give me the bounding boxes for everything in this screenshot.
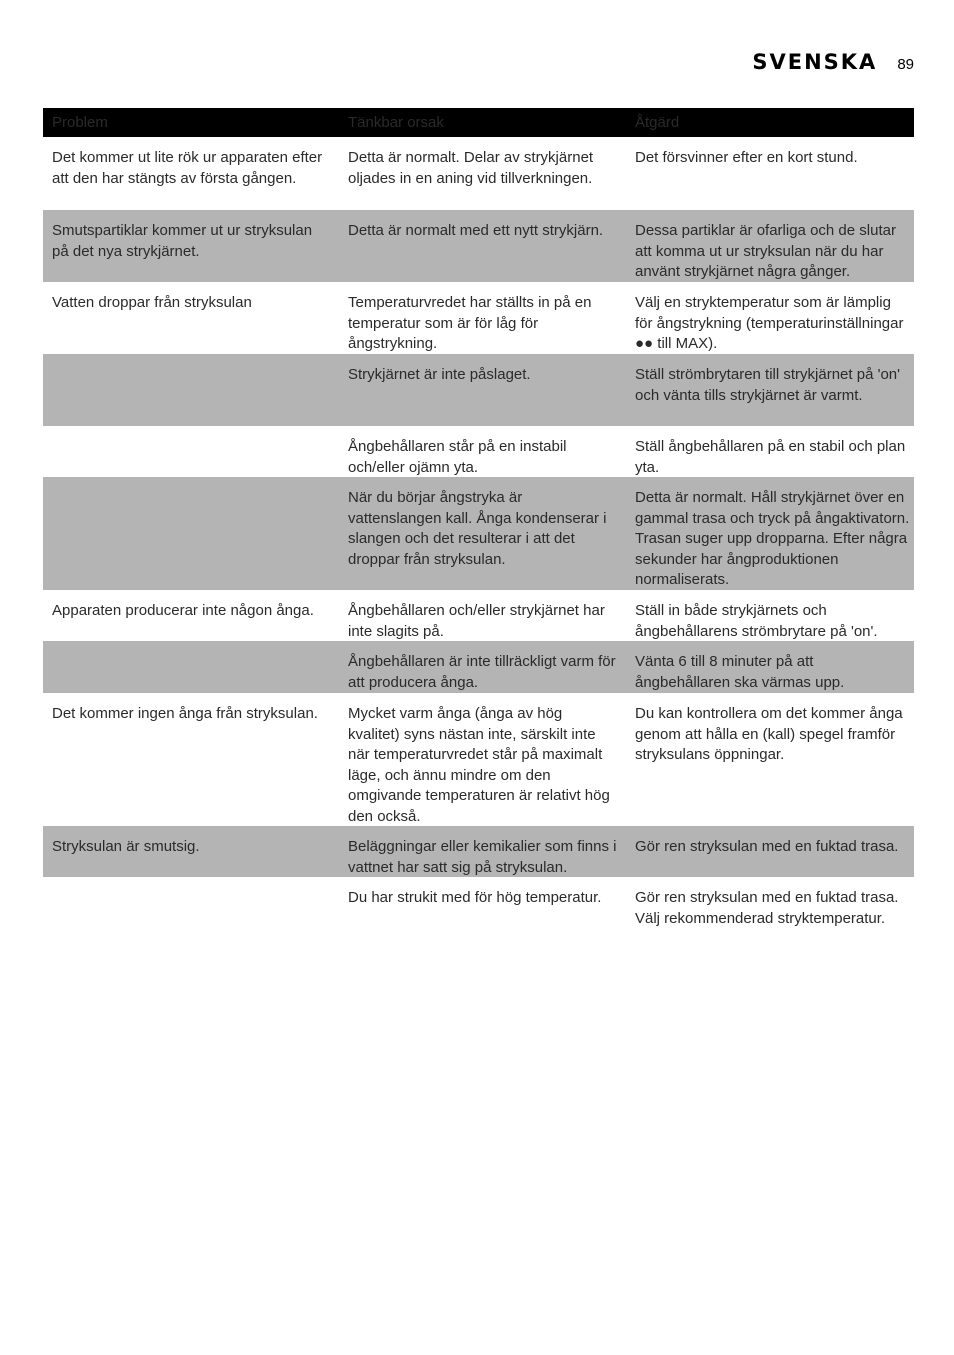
problem-cell: Vatten droppar från stryksulan	[52, 294, 252, 311]
solution-cell: Detta är normalt. Håll strykjärnet över en gammal trasa och tryck på ångaktivatorn. Trasan suger upp dropparna. Efter några sekunder har ångproduktionen normaliserats.	[635, 489, 910, 589]
problem-cell: Det kommer ingen ånga från stryksulan.	[52, 705, 318, 722]
language-label: SVENSKA	[752, 50, 878, 74]
table-row	[43, 354, 914, 426]
table-row	[43, 477, 914, 590]
problem-cell: Apparaten producerar inte någon ånga.	[52, 602, 314, 619]
solution-cell: Ställ ångbehållaren på en stabil och plan yta.	[635, 438, 906, 476]
table-row	[43, 426, 914, 477]
problem-cell: Smutspartiklar kommer ut ur stryksulan på det nya strykjärnet.	[52, 222, 313, 260]
troubleshooting-table	[43, 108, 914, 949]
cause-cell: Temperaturvredet har ställts in på en temperatur som är för låg för ångstrykning.	[348, 294, 592, 353]
solution-cell: Du kan kontrollera om det kommer ånga genom att hålla en (kall) spegel framför stryksulans öppningar.	[635, 705, 903, 764]
solution-cell: Dessa partiklar är ofarliga och de slutar att komma ut ur stryksulan när du har använt strykjärnet några gånger.	[635, 222, 896, 281]
solution-cell: Ställ in både strykjärnets och ångbehållarens strömbrytare på 'on'.	[635, 602, 878, 640]
solution-cell: Gör ren stryksulan med en fuktad trasa. Välj rekommenderad stryktemperatur.	[635, 889, 899, 927]
cause-cell: Ångbehållaren är inte tillräckligt varm för att producera ånga.	[348, 653, 616, 691]
solution-cell: Vänta 6 till 8 minuter på att ångbehållaren ska värmas upp.	[635, 653, 845, 691]
cause-cell: Mycket varm ånga (ånga av hög kvalitet) syns nästan inte, särskilt inte när temperaturvredet står på maximalt läge, och ännu mindre om den omgivande temperaturen är relativt hög den också.	[348, 705, 610, 825]
column-header-problem: Problem	[52, 114, 108, 131]
cause-cell: Ångbehållaren och/eller strykjärnet har inte slagits på.	[348, 602, 605, 640]
page-number: 89	[897, 56, 914, 73]
solution-cell: Det försvinner efter en kort stund.	[635, 149, 858, 166]
table-row	[43, 693, 914, 826]
cause-cell: Detta är normalt med ett nytt strykjärn.	[348, 222, 604, 239]
problem-cell	[43, 641, 339, 693]
cause-cell: Du har strukit med för hög temperatur.	[348, 889, 602, 906]
table-row	[43, 641, 914, 693]
table-header-row	[43, 108, 914, 137]
problem-cell	[43, 354, 339, 426]
table-row	[43, 282, 914, 354]
page-header	[752, 50, 914, 80]
solution-cell: Gör ren stryksulan med en fuktad trasa.	[635, 838, 899, 855]
cause-cell: Beläggningar eller kemikalier som finns i vattnet har satt sig på stryksulan.	[348, 838, 617, 876]
table-row	[43, 137, 914, 210]
table-row	[43, 210, 914, 282]
table-row	[43, 877, 914, 949]
table-row	[43, 826, 914, 877]
solution-cell: Ställ strömbrytaren till strykjärnet på 'on' och vänta tills strykjärnet är varmt.	[635, 366, 900, 404]
problem-cell	[43, 877, 339, 949]
cause-cell: Strykjärnet är inte påslaget.	[348, 366, 531, 383]
problem-cell	[43, 477, 339, 590]
solution-cell: Välj en stryktemperatur som är lämplig för ångstrykning (temperaturinställningar ●● till MAX).	[635, 294, 904, 353]
cause-cell: Ångbehållaren står på en instabil och/eller ojämn yta.	[348, 438, 567, 476]
cause-cell: När du börjar ångstryka är vattenslangen kall. Ånga kondenserar i slangen och det resulterar i att det droppar från stryksulan.	[348, 489, 607, 568]
column-header-cause: Tänkbar orsak	[348, 114, 444, 131]
cause-cell: Detta är normalt. Delar av strykjärnet oljades in en aning vid tillverkningen.	[348, 149, 594, 187]
column-header-solution: Åtgärd	[635, 114, 680, 131]
table-row	[43, 590, 914, 641]
problem-cell	[43, 426, 339, 477]
problem-cell: Stryksulan är smutsig.	[52, 838, 200, 855]
problem-cell: Det kommer ut lite rök ur apparaten efter att den har stängts av första gången.	[52, 149, 323, 187]
